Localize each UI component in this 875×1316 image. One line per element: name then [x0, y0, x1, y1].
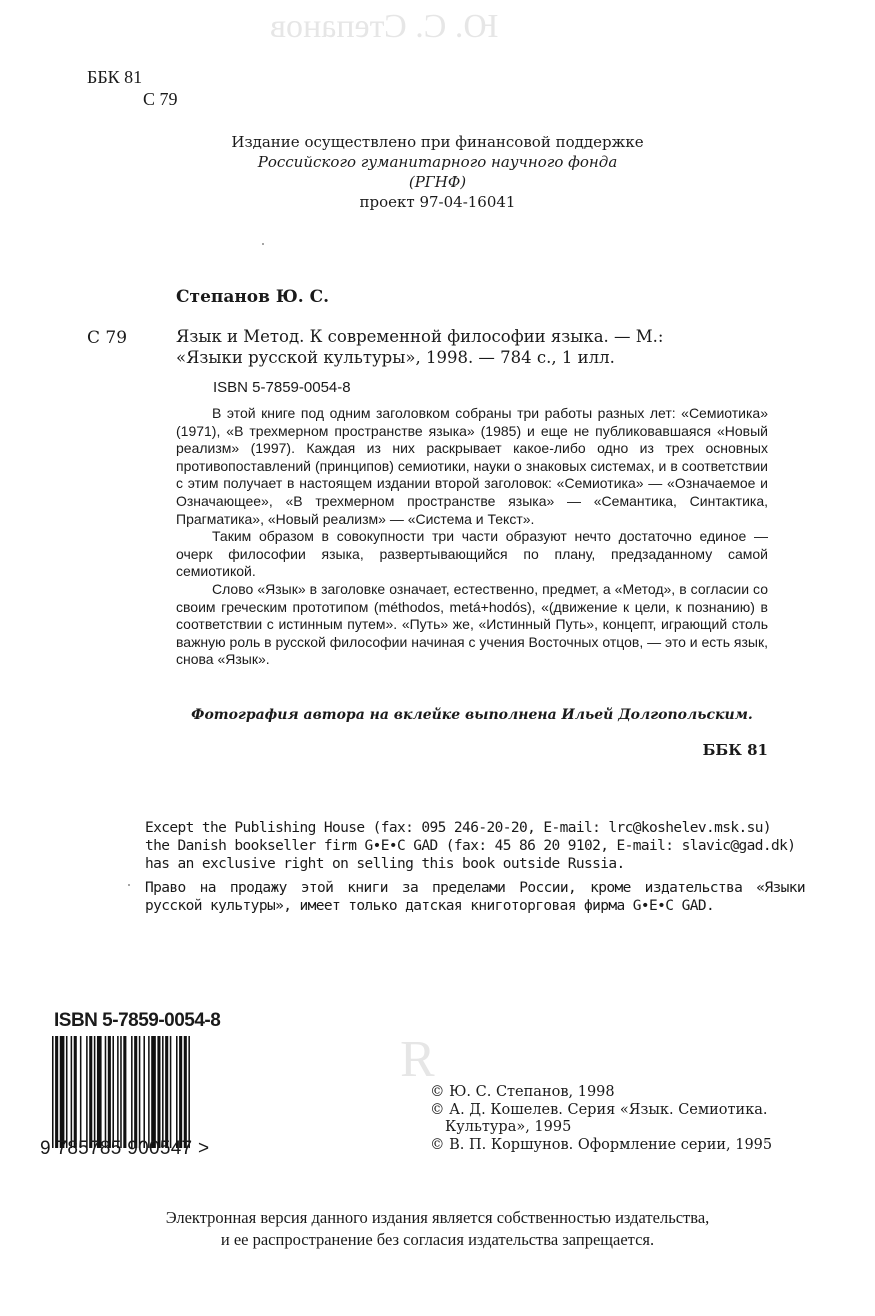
english-line-3: has an exclusive right on selling this book outside Russia. [145, 856, 625, 872]
barcode-bar [143, 1036, 145, 1148]
photo-credit: Фотография автора на вклейке выполнена Ильей Долгопольским. [191, 707, 753, 723]
barcode-bar [188, 1036, 190, 1148]
barcode-bar [162, 1036, 164, 1148]
barcode-bar [94, 1036, 96, 1148]
catalog-code: С 79 [87, 328, 128, 348]
copyright-block [430, 1084, 810, 1154]
abstract-paragraph-2: Таким образом в совокупности три части образуют нечто достаточно единое — очерк философии языка, развертывающийся по плану, предзаданному самой семиотикой. [176, 528, 768, 580]
copyright-line-2: © А. Д. Кошелев. Серия «Язык. Семиотика. [430, 1101, 768, 1118]
english-line-1: Except the Publishing House (fax: 095 246-20-20, E-mail: lrc@koshelev.msk.su) [145, 820, 771, 836]
barcode-bar [131, 1036, 133, 1148]
barcode-bar [176, 1036, 178, 1148]
barcode-bar [184, 1036, 187, 1148]
barcode-bar [123, 1036, 126, 1148]
footer-line-1: Электронная версия данного издания является собственностью издательства, [165, 1208, 710, 1227]
barcode-bar [89, 1036, 92, 1148]
abstract-paragraph-1: В этой книге под одним заголовком собраны три работы разных лет: «Семиотика» (1971), «В трехмерном пространстве языка» (1985) и еще не публиковавшаяся «Новый реализм» (1997). Каждая из них раскрывает какое-либо одно из трех основных противопоставлений (принципов) семиотики, науки о знаковых системах, и в соответствии с этим получает в настоящем издании второй заголовок: «Семиотика» — «Означаемое и Означающее», «В трехмерном пространстве языка» — «Семантика, Синтактика, Прагматика», «Новый реализм» — «Система и Текст». [176, 405, 768, 527]
barcode-bar [74, 1036, 77, 1148]
barcode-bar [55, 1036, 58, 1148]
barcode-bar [120, 1036, 122, 1148]
barcode-bar [170, 1036, 172, 1148]
barcode-bar [148, 1036, 150, 1148]
footer-line-2: и ее распространение без согласия издательства запрещается. [220, 1230, 655, 1249]
english-line-2: the Danish bookseller firm G•E•C GAD (fax: 45 86 20 9102, E-mail: slavic@gad.dk) [145, 838, 796, 854]
barcode-bar [134, 1036, 137, 1148]
funding-notice [0, 132, 875, 212]
barcode-bar [139, 1036, 141, 1148]
barcode-bar [80, 1036, 82, 1148]
barcode-bar [151, 1036, 156, 1148]
author-heading: Степанов Ю. С. [176, 287, 330, 307]
barcode-bar [71, 1036, 73, 1148]
barcode-bar [60, 1036, 65, 1148]
bbk-footer-code: ББК 81 [702, 741, 768, 759]
barcode-bar [117, 1036, 119, 1148]
copyright-line-4: © В. П. Коршунов. Оформление серии, 1995 [430, 1136, 773, 1153]
barcode [40, 1010, 265, 1160]
abstract-paragraph-3: Слово «Язык» в заголовке означает, естественно, предмет, а «Метод», в согласии со своим греческим прототипом (méthodos, metá+hodós), «(движение к цели, к познанию) в соответствии с истинным путем». «Путь» же, «Истинный Путь», концепт, играющий столь важную роль в русской философии начиная с учения Восточных отцов, — это и есть язык, снова «Язык». [176, 580, 768, 668]
barcode-bar [66, 1036, 68, 1148]
barcode-bar [108, 1036, 111, 1148]
bbk-code-block [87, 66, 178, 110]
funding-line-2: Российского гуманитарного научного фонда [257, 153, 618, 171]
english-rights-notice [145, 819, 805, 873]
project-number: проект 97-04-16041 [359, 193, 516, 211]
russian-rights-notice: Право на продажу этой книги за пределами России, кроме издательства «Языки русской культуры», имеет только датская книготорговая фирма G•E•C GAD. [145, 880, 805, 914]
barcode-bar [105, 1036, 107, 1148]
title-line-2: «Языки русской культуры», 1998. — 784 с., 1 илл. [176, 348, 615, 367]
show-through-text: Ю. С. Степанов [270, 8, 499, 45]
barcode-digits: 9 785785 900547 > [40, 1138, 210, 1159]
barcode-isbn-label: ISBN 5-7859-0054-8 [54, 1010, 221, 1031]
author-mark: С 79 [143, 89, 178, 109]
barcode-bar [157, 1036, 160, 1148]
title-line-1: Язык и Метод. К современной философии языка. — М.: [176, 327, 664, 346]
barcode-bar [97, 1036, 102, 1148]
barcode-bar [112, 1036, 114, 1148]
show-through-emblem: Я [400, 1031, 435, 1088]
barcode-bar [52, 1036, 54, 1148]
barcode-bars [52, 1036, 252, 1148]
speck [262, 243, 264, 245]
funding-line-1: Издание осуществлено при финансовой поддержке [231, 133, 644, 151]
bibliographic-title [176, 326, 776, 368]
electronic-version-notice [0, 1207, 875, 1251]
speck [128, 884, 130, 886]
barcode-bar [179, 1036, 182, 1148]
copyright-line-3: Культура», 1995 [445, 1119, 572, 1135]
bbk-code: ББК 81 [87, 67, 143, 87]
barcode-bar [165, 1036, 168, 1148]
abstract [176, 405, 768, 669]
barcode-bar [86, 1036, 88, 1148]
funding-line-3: (РГНФ) [408, 173, 467, 191]
isbn: ISBN 5-7859-0054-8 [213, 379, 351, 396]
copyright-line-1: © Ю. С. Степанов, 1998 [430, 1084, 615, 1100]
